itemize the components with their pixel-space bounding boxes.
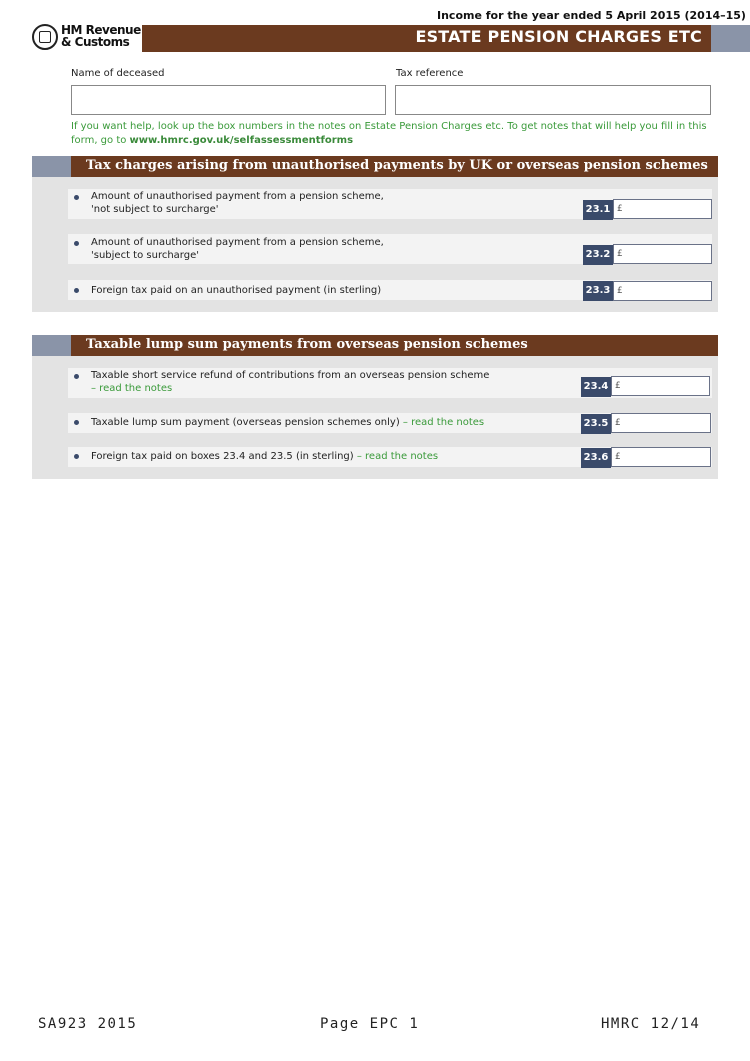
read-the-notes-link[interactable]: – read the notes — [353, 451, 439, 462]
form-title: ESTATE PENSION CHARGES ETC — [415, 27, 702, 46]
box-number-23-3: 23.3 — [583, 281, 613, 301]
row-23-1-label — [91, 190, 571, 216]
row-23-4-label — [91, 369, 571, 395]
row-23-3-label: Foreign tax paid on an unauthorised payment (in sterling) — [91, 285, 382, 296]
pound-sign: £ — [615, 452, 621, 462]
tax-year-line: Income for the year ended 5 April 2015 (2014–15) — [437, 9, 746, 22]
bullet-icon — [74, 420, 79, 425]
section-1-cap — [32, 156, 71, 177]
help-text — [71, 120, 711, 148]
footer-page-number: Page EPC 1 — [320, 1016, 420, 1032]
row-23-5-line-1: Taxable lump sum payment (overseas pension schemes only) — [91, 417, 400, 428]
row-23-6-label — [91, 450, 571, 463]
pound-sign: £ — [615, 381, 621, 391]
footer-form-code: SA923 2015 — [38, 1016, 138, 1032]
amount-input-23-5[interactable] — [611, 413, 711, 433]
tax-reference-label: Tax reference — [396, 68, 464, 79]
tax-reference-field[interactable] — [395, 85, 711, 115]
bullet-icon — [74, 241, 79, 246]
bullet-icon — [74, 288, 79, 293]
crown-icon — [39, 31, 51, 43]
logo-line-2: & Customs — [61, 35, 130, 49]
bullet-icon — [74, 374, 79, 379]
name-of-deceased-field[interactable] — [71, 85, 386, 115]
read-the-notes-link[interactable]: – read the notes — [91, 383, 173, 394]
amount-input-23-2[interactable] — [613, 244, 712, 264]
row-23-1-line-2: 'not subject to surcharge' — [91, 204, 219, 215]
hmrc-logo — [61, 24, 141, 48]
title-bar-cap — [711, 25, 750, 52]
section-2-cap — [32, 335, 71, 356]
box-number-23-2: 23.2 — [583, 245, 613, 265]
logo-line-1: HM Revenue — [61, 23, 141, 37]
pound-sign: £ — [615, 418, 621, 428]
help-sentence: If you want help, look up the box numbers in the notes on Estate Pension Charges etc. To get notes that will help you fill in this form, go to — [71, 121, 707, 146]
row-23-1-line-1: Amount of unauthorised payment from a pension scheme, — [91, 191, 384, 202]
row-23-6-line-1: Foreign tax paid on boxes 23.4 and 23.5 (in sterling) — [91, 451, 354, 462]
footer-version: HMRC 12/14 — [601, 1016, 701, 1032]
amount-input-23-1[interactable] — [613, 199, 712, 219]
bullet-icon — [74, 454, 79, 459]
box-number-23-4: 23.4 — [581, 377, 611, 397]
help-link[interactable]: www.hmrc.gov.uk/selfassessmentforms — [129, 135, 354, 146]
pound-sign: £ — [617, 204, 623, 214]
name-of-deceased-label: Name of deceased — [71, 68, 165, 79]
section-1-title: Tax charges arising from unauthorised payments by UK or overseas pension schemes — [86, 158, 708, 173]
box-number-23-5: 23.5 — [581, 414, 611, 434]
box-number-23-1: 23.1 — [583, 200, 613, 220]
pound-sign: £ — [617, 249, 623, 259]
box-number-23-6: 23.6 — [581, 448, 611, 468]
row-23-5-label — [91, 416, 571, 429]
row-23-2-line-1: Amount of unauthorised payment from a pension scheme, — [91, 237, 384, 248]
amount-input-23-6[interactable] — [611, 447, 711, 467]
row-23-2-line-2: 'subject to surcharge' — [91, 250, 199, 261]
row-23-4-line-1: Taxable short service refund of contributions from an overseas pension scheme — [91, 370, 490, 381]
amount-input-23-3[interactable] — [613, 281, 712, 301]
read-the-notes-link[interactable]: – read the notes — [399, 417, 485, 428]
amount-input-23-4[interactable] — [611, 376, 710, 396]
pound-sign: £ — [617, 286, 623, 296]
section-2-title: Taxable lump sum payments from overseas pension schemes — [86, 337, 528, 352]
bullet-icon — [74, 195, 79, 200]
row-23-2-label — [91, 236, 571, 262]
